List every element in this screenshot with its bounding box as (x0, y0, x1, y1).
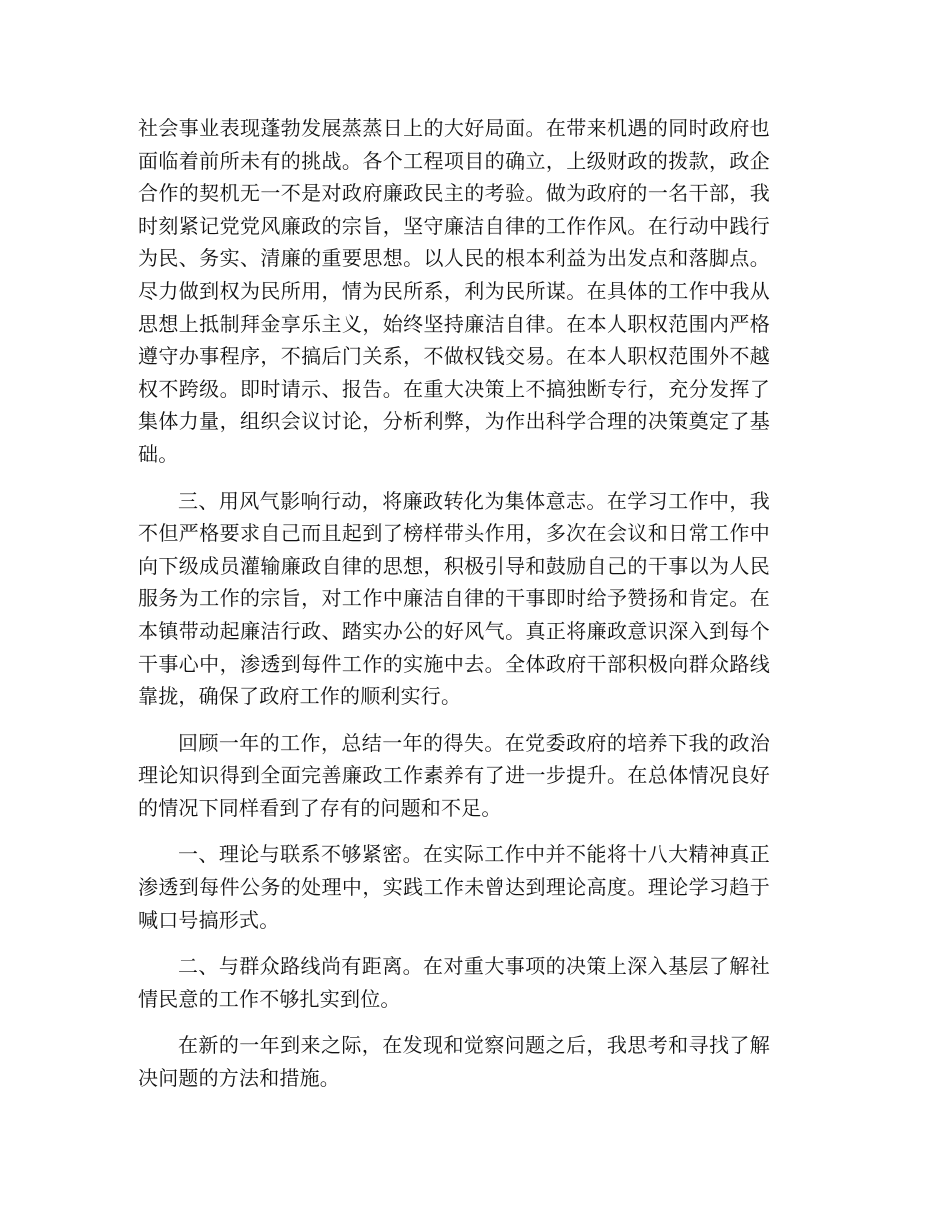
paragraph-3: 回顾一年的工作，总结一年的得失。在党委政府的培养下我的政治理论知识得到全面完善廉政工作素养有了进一步提升。在总体情况良好的情况下同样看到了存有的问题和不足。 (138, 730, 770, 820)
document-body (138, 112, 770, 1109)
paragraph-4: 一、理论与联系不够紧密。在实际工作中并不能将十八大精神真正渗透到每件公务的处理中，实践工作未曾达到理论高度。理论学习趋于喊口号搞形式。 (138, 842, 770, 932)
paragraph-1: 社会事业表现蓬勃发展蒸蒸日上的大好局面。在带来机遇的同时政府也面临着前所未有的挑战。各个工程项目的确立，上级财政的拨款，政企合作的契机无一不是对政府廉政民主的考验。做为政府的一名干部，我时刻紧记党党风廉政的宗旨，坚守廉洁自律的工作作风。在行动中践行为民、务实、清廉的重要思想。以人民的根本利益为出发点和落脚点。尽力做到权为民所用，情为民所系，利为民所谋。在具体的工作中我从思想上抵制拜金享乐主义，始终坚持廉洁自律。在本人职权范围内严格遵守办事程序，不搞后门关系，不做权钱交易。在本人职权范围外不越权不跨级。即时请示、报告。在重大决策上不搞独断专行，充分发挥了集体力量，组织会议讨论，分析利弊，为作出科学合理的决策奠定了基础。 (138, 116, 770, 466)
paragraph-6: 在新的一年到来之际，在发现和觉察问题之后，我思考和寻找了解决问题的方法和措施。 (138, 1033, 770, 1091)
paragraph-5: 二、与群众路线尚有距离。在对重大事项的决策上深入基层了解社情民意的工作不够扎实到位。 (138, 954, 770, 1011)
paragraph-2: 三、用风气影响行动，将廉政转化为集体意志。在学习工作中，我不但严格要求自己而且起到了榜样带头作用，多次在会议和日常工作中向下级成员灌输廉政自律的思想，积极引导和鼓励自己的干事以为人民服务为工作的宗旨，对工作中廉洁自律的干事即时给予赞扬和肯定。在本镇带动起廉洁行政、踏实办公的好风气。真正将廉政意识深入到每个干事心中，渗透到每件工作的实施中去。全体政府干部积极向群众路线靠拢，确保了政府工作的顺利实行。 (138, 488, 770, 709)
